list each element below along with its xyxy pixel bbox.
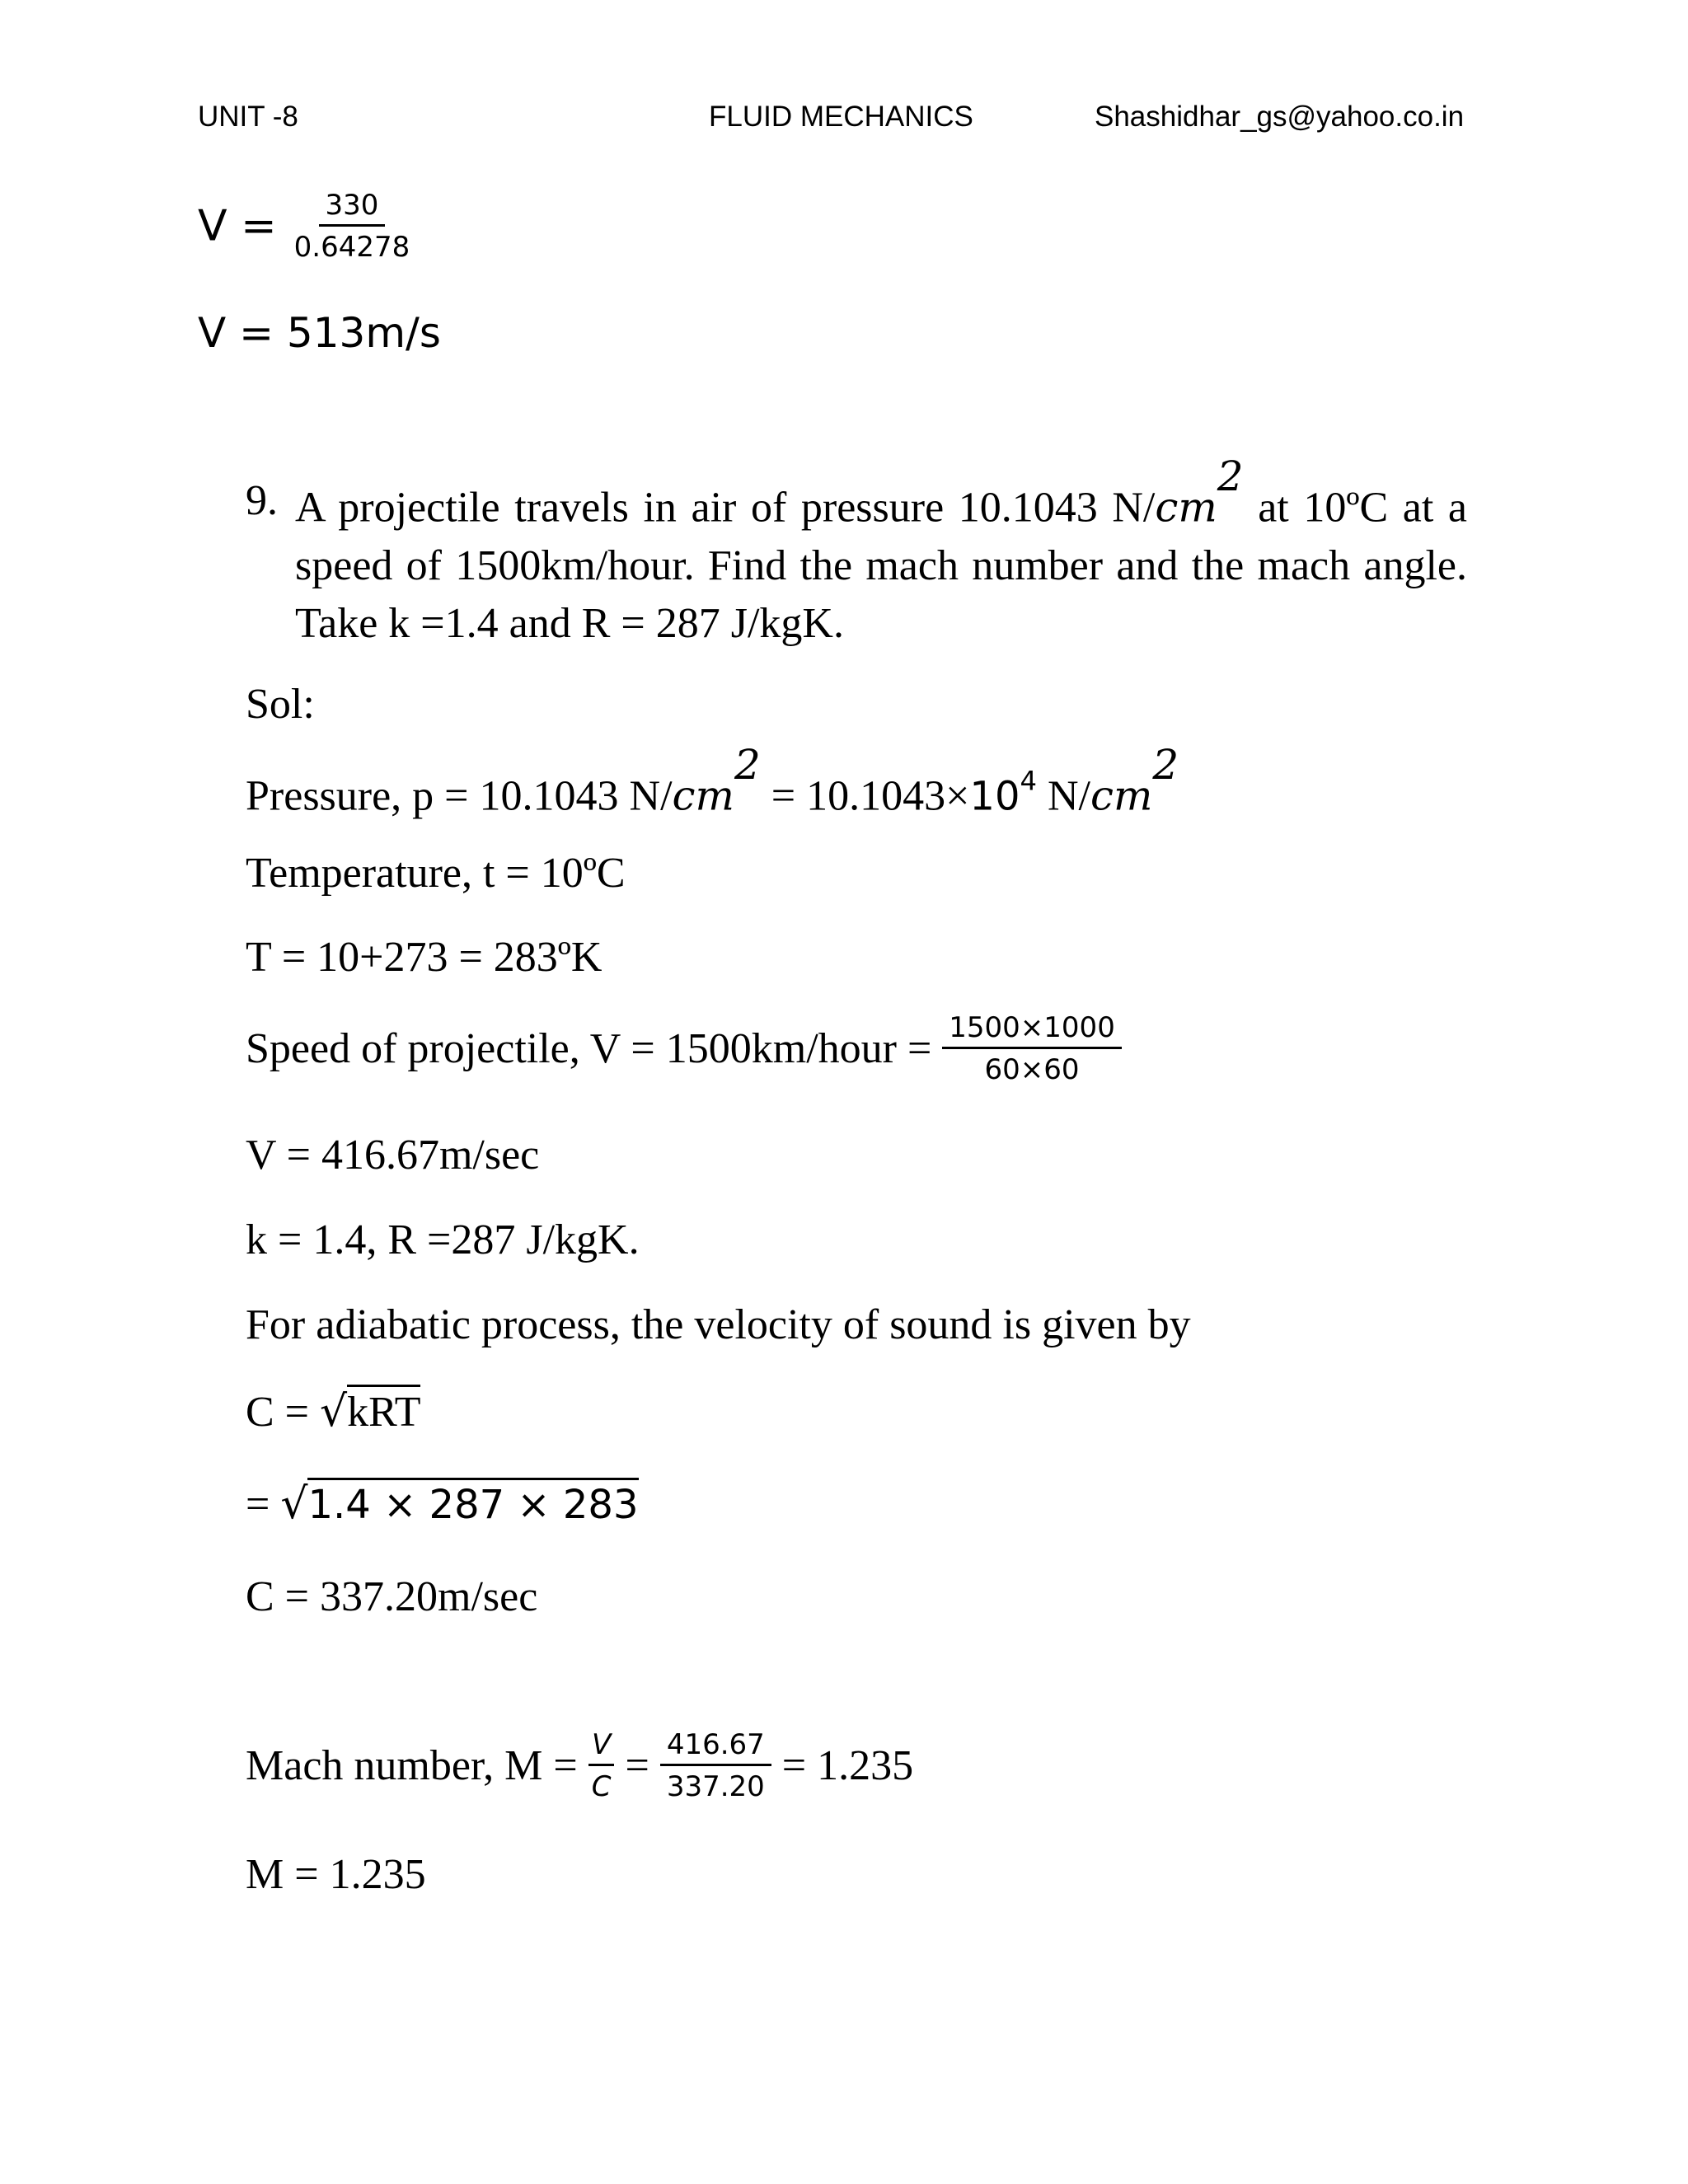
prev-velocity-denominator: 0.64278 xyxy=(293,231,410,264)
adiabatic-line: For adiabatic process, the velocity of sound is given by xyxy=(246,1301,1191,1348)
prev-velocity-result: V = 513m/s xyxy=(198,309,441,357)
problem-line-1: A projectile travels in air of pressure 10.1043 $N/cm^2$ at 10ºC at a xyxy=(295,452,1467,532)
prev-velocity-fraction xyxy=(198,189,416,264)
problem-number: 9. xyxy=(246,477,278,524)
sound-formula: C = √kRT xyxy=(246,1387,420,1436)
speed-result: V = 416.67m/sec xyxy=(246,1132,540,1179)
speed-denominator: 60×60 xyxy=(984,1053,1080,1086)
mach-line: Mach number, M = $\frac{V}{C}$ = $\frac{416.67}{337.20}$ = 1.235 xyxy=(246,1728,914,1803)
sqrt-symbol: √kRT xyxy=(320,1387,420,1436)
prev-velocity-frac xyxy=(288,189,417,264)
problem-line-3: Take k =1.4 and R = 287 J/kgK. xyxy=(295,599,844,647)
pressure-line: Pressure, p = 10.1043 $N/cm^2 = 10.1043\times 10^4$ $N/cm^2$ xyxy=(246,741,1179,820)
mach-numeric-frac xyxy=(660,1728,771,1803)
temperature-line: Temperature, t = 10ºC xyxy=(246,850,626,897)
constants-line: k = 1.4, R =287 J/kgK. xyxy=(246,1216,640,1263)
header-email: Shashidhar_gs@yahoo.co.in xyxy=(1095,101,1465,133)
mach-numerator: 416.67 xyxy=(660,1731,771,1766)
sound-substitution: = √1.4 × 287 × 283 xyxy=(246,1479,639,1529)
mach-result: M = 1.235 xyxy=(246,1851,426,1898)
sol-label: Sol: xyxy=(246,681,315,728)
mach-denominator: 337.20 xyxy=(666,1770,765,1803)
prev-velocity-label: V = xyxy=(198,201,277,251)
sound-result: C = 337.20m/sec xyxy=(246,1573,538,1620)
kelvin-line: T = 10+273 = 283ºK xyxy=(246,934,603,981)
problem-statement xyxy=(295,452,1467,653)
problem-line-2: speed of 1500km/hour. Find the mach number and the mach angle. xyxy=(295,541,1467,589)
mach-value: = 1.235 xyxy=(781,1742,914,1789)
mach-v-over-c: $\frac{V}{C}$ xyxy=(588,1731,615,1801)
prev-velocity-numerator: 330 xyxy=(319,191,386,227)
header-subject: FLUID MECHANICS xyxy=(709,101,973,133)
speed-label: Speed of projectile, V = 1500km/hour = xyxy=(246,1025,932,1072)
header-unit: UNIT -8 xyxy=(198,101,298,133)
mach-label: Mach number, M = xyxy=(246,1742,578,1789)
speed-numerator: 1500×1000 xyxy=(942,1014,1122,1049)
sqrt-symbol-2: √1.4 × 287 × 283 xyxy=(280,1479,639,1529)
speed-frac xyxy=(942,1011,1122,1086)
speed-line xyxy=(246,1011,1122,1086)
